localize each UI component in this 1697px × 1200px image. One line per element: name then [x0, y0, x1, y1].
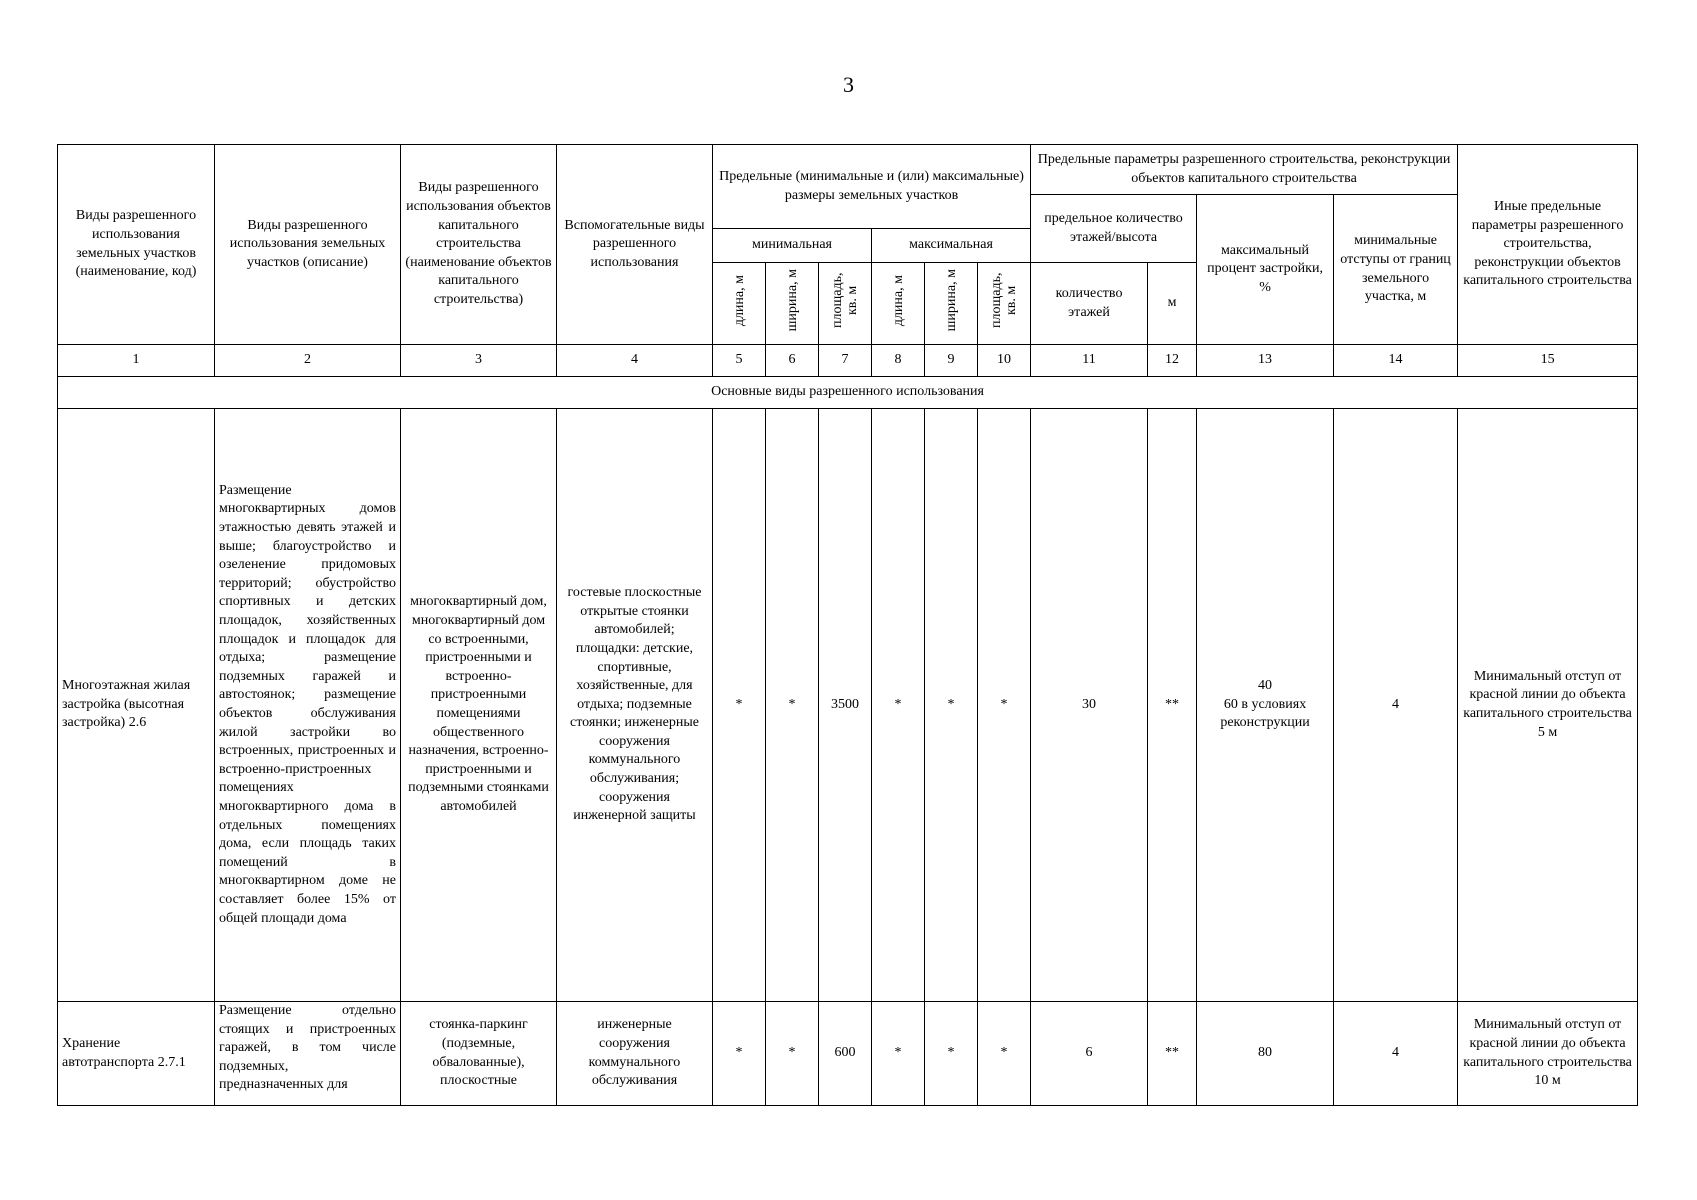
table-row: [58, 409, 1638, 1002]
row-auxiliary-use: гостевые плоскостные открытые стоянки автомобилей; площадки: детские, спортивные, хозяйственные, для отдыха; подземные стоянки; инженерные сооружения коммунального обслуживания; сооружения инженерной защиты: [557, 409, 713, 1002]
row-land-use-name: Хранение автотранспорта 2.7.1: [58, 1002, 215, 1106]
header-area-max: площадь, кв. м: [978, 263, 1031, 345]
row-other-params: Минимальный отступ от красной линии до объекта капитального строительства 10 м: [1458, 1002, 1638, 1106]
header-capital-construction-use: Виды разрешенного использования объектов капитального строительства (наименование объектов капитального строительства): [401, 145, 557, 345]
row-min-setbacks: 4: [1334, 409, 1458, 1002]
row-width-min: *: [766, 1002, 819, 1106]
header-length-max: длина, м: [872, 263, 925, 345]
row-height-m: **: [1148, 1002, 1197, 1106]
header-length-min: длина, м: [713, 263, 766, 345]
row-width-min: *: [766, 409, 819, 1002]
header-meters: м: [1148, 263, 1197, 345]
header-auxiliary-use: Вспомогательные виды разрешенного использования: [557, 145, 713, 345]
column-number: 13: [1197, 345, 1334, 377]
column-number: 5: [713, 345, 766, 377]
column-numbers-row: [58, 345, 1638, 377]
column-number: 3: [401, 345, 557, 377]
header-plot-sizes: Предельные (минимальные и (или) максимальные) размеры земельных участков: [713, 145, 1031, 229]
header-land-use-name: Виды разрешенного использования земельных участков (наименование, код): [58, 145, 215, 345]
column-number: 10: [978, 345, 1031, 377]
row-min-setbacks: 4: [1334, 1002, 1458, 1106]
header-width-max: ширина, м: [925, 263, 978, 345]
column-number: 9: [925, 345, 978, 377]
row-land-use-description: Размещение многоквартирных домов этажностью девять этажей и выше; благоустройство и озеленение придомовых территорий; обустройство спортивных и детских площадок, хозяйственных площадок и площадок для отдыха; размещение подземных гаражей и автостоянок; размещение объектов обслуживания жилой застройки во встроенных, пристроенных и встроенно-пристроенных помещениях многоквартирного дома в отдельных помещениях дома, если площадь таких помещений в многоквартирном доме не составляет более 15% от общей площади дома: [215, 409, 401, 1002]
header-width-min: ширина, м: [766, 263, 819, 345]
column-number: 11: [1031, 345, 1148, 377]
row-max-coverage-reconstruction: 60 в условиях реконструкции: [1220, 696, 1310, 731]
zoning-regulations-table: [57, 144, 1638, 1106]
header-row-1: [58, 145, 1638, 195]
row-max-coverage: [1197, 409, 1334, 1002]
row-length-max: *: [872, 409, 925, 1002]
column-number: 15: [1458, 345, 1638, 377]
row-other-params: Минимальный отступ от красной линии до объекта капитального строительства 5 м: [1458, 409, 1638, 1002]
section-title: Основные виды разрешенного использования: [58, 377, 1638, 409]
row-max-coverage: 80: [1197, 1002, 1334, 1106]
row-height-m: **: [1148, 409, 1197, 1002]
row-max-coverage-value: 40: [1258, 678, 1273, 694]
column-number: 1: [58, 345, 215, 377]
column-number: 6: [766, 345, 819, 377]
row-area-min: 3500: [819, 409, 872, 1002]
column-number: 14: [1334, 345, 1458, 377]
header-floors-height: предельное количество этажей/высота: [1031, 195, 1197, 263]
column-number: 7: [819, 345, 872, 377]
row-area-max: *: [978, 1002, 1031, 1106]
row-auxiliary-use: инженерные сооружения коммунального обслуживания: [557, 1002, 713, 1106]
section-row: [58, 377, 1638, 409]
header-area-min: площадь, кв. м: [819, 263, 872, 345]
header-floors-count: количество этажей: [1031, 263, 1148, 345]
row-length-max: *: [872, 1002, 925, 1106]
row-floors-count: 30: [1031, 409, 1148, 1002]
row-area-max: *: [978, 409, 1031, 1002]
header-construction-params: Предельные параметры разрешенного строительства, реконструкции объектов капитального строительства: [1031, 145, 1458, 195]
column-number: 8: [872, 345, 925, 377]
header-land-use-description: Виды разрешенного использования земельных участков (описание): [215, 145, 401, 345]
row-land-use-name: Многоэтажная жилая застройка (высотная застройка) 2.6: [58, 409, 215, 1002]
row-width-max: *: [925, 409, 978, 1002]
row-floors-count: 6: [1031, 1002, 1148, 1106]
row-capital-construction-use: многоквартирный дом, многоквартирный дом со встроенными, пристроенными и встроенно-пристроенными помещениями общественного назначения, встроенно-пристроенными и подземными стоянками автомобилей: [401, 409, 557, 1002]
row-area-min: 600: [819, 1002, 872, 1106]
column-number: 12: [1148, 345, 1197, 377]
header-max-coverage: максимальный процент застройки, %: [1197, 195, 1334, 345]
header-min-setbacks: минимальные отступы от границ земельного участка, м: [1334, 195, 1458, 345]
row-length-min: *: [713, 409, 766, 1002]
header-minimal: минимальная: [713, 229, 872, 263]
header-other-params: Иные предельные параметры разрешенного строительства, реконструкции объектов капитального строительства: [1458, 145, 1638, 345]
column-number: 2: [215, 345, 401, 377]
column-number: 4: [557, 345, 713, 377]
table-row: [58, 1002, 1638, 1106]
row-land-use-description: Размещение отдельно стоящих и пристроенных гаражей, в том числе подземных, предназначенных для: [215, 1002, 401, 1106]
header-maximal: максимальная: [872, 229, 1031, 263]
row-capital-construction-use: стоянка-паркинг (подземные, обвалованные), плоскостные: [401, 1002, 557, 1106]
row-length-min: *: [713, 1002, 766, 1106]
row-width-max: *: [925, 1002, 978, 1106]
page-number: 3: [843, 72, 854, 97]
